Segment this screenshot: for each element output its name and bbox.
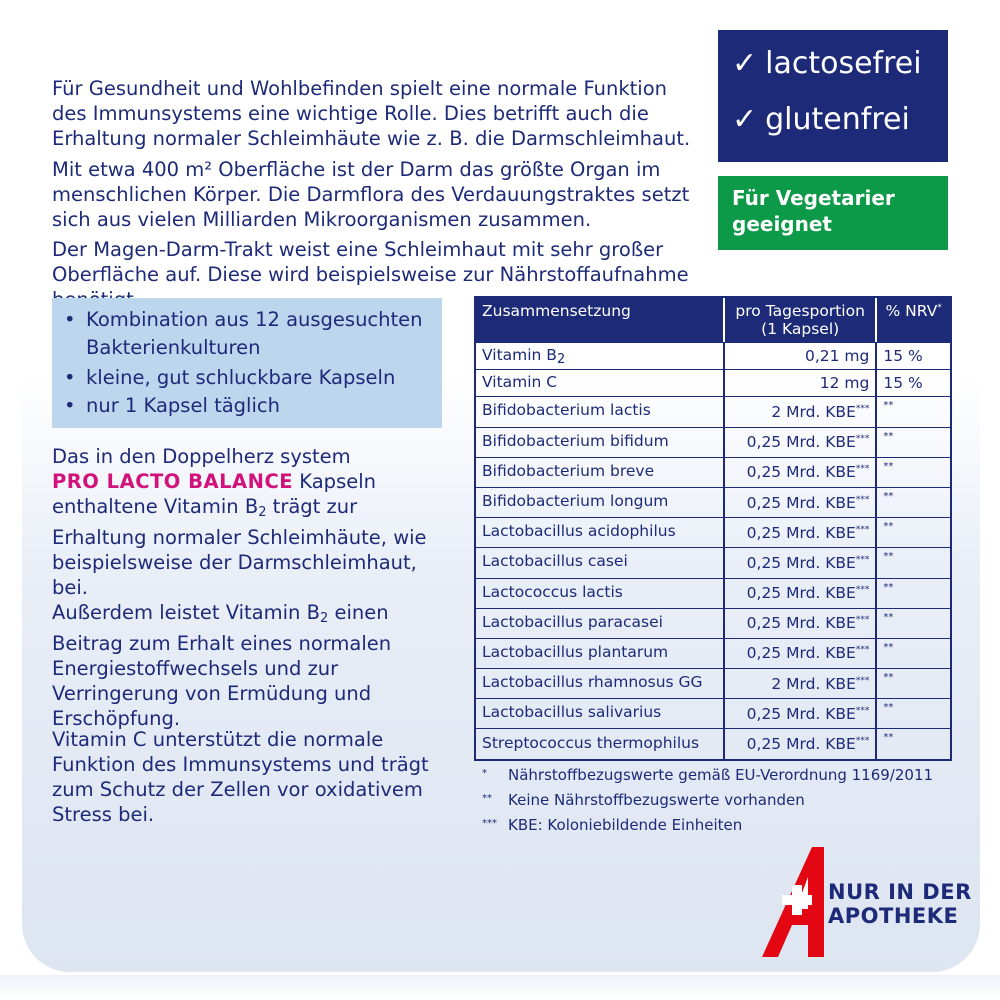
ingredient-nrv: **	[875, 547, 950, 577]
feature-bullet-box	[52, 298, 442, 428]
ingredient-amount: 0,25 Mrd. KBE***	[723, 547, 875, 577]
table-row	[476, 396, 950, 426]
ingredient-amount: 0,25 Mrd. KBE***	[723, 427, 875, 457]
apotheke-line-2: APOTHEKE	[828, 904, 959, 928]
ingredient-name: Lactobacillus paracasei	[476, 608, 723, 638]
footnote-no-nrv: ** Keine Nährstoffbezugswerte vorhanden	[482, 791, 805, 809]
bullet-dot-icon: •	[64, 394, 76, 417]
gluten-free-text: glutenfrei	[765, 102, 910, 137]
ingredient-name: Streptococcus thermophilus	[476, 728, 723, 758]
ingredient-nrv: **	[875, 396, 950, 426]
table-row	[476, 517, 950, 547]
brand-name: PRO LACTO BALANCE	[52, 470, 294, 493]
table-row	[476, 342, 950, 369]
ingredient-nrv: **	[875, 578, 950, 608]
ingredient-amount: 0,25 Mrd. KBE***	[723, 578, 875, 608]
composition-table	[474, 296, 952, 761]
ingredient-nrv: 15 %	[875, 342, 950, 369]
ingredient-amount: 0,25 Mrd. KBE***	[723, 457, 875, 487]
bullet-dot-icon: •	[64, 308, 76, 331]
bullet-text: kleine, gut schluckbare Kapseln	[86, 366, 396, 389]
ingredient-name: Lactobacillus acidophilus	[476, 517, 723, 547]
ingredient-nrv: **	[875, 608, 950, 638]
ingredient-name: Vitamin $B_2$	[476, 342, 723, 369]
header-composition: Zusammensetzung	[476, 298, 723, 342]
ingredient-amount: 0,25 Mrd. KBE***	[723, 608, 875, 638]
table-row	[476, 668, 950, 698]
ingredient-nrv: **	[875, 638, 950, 668]
ingredient-name: Vitamin C	[476, 369, 723, 396]
footnote-kbe: *** KBE: Koloniebildende Einheiten	[482, 816, 743, 834]
ingredient-name: Lactococcus lactis	[476, 578, 723, 608]
bullet-item	[64, 392, 280, 420]
ingredient-name: Bifidobacterium longum	[476, 487, 723, 517]
ingredient-amount: 0,25 Mrd. KBE***	[723, 728, 875, 758]
ingredient-nrv: **	[875, 668, 950, 698]
intro-paragraph-2: Mit etwa 400 m² Oberfläche ist der Darm das größte Organ im menschlichen Körper. Die Darmflora des Verdauungstraktes setzt sich aus vielen Milliarden Mikroorganismen zusammen.	[52, 158, 690, 231]
table-row	[476, 457, 950, 487]
gluten-free-label	[732, 100, 910, 140]
vegetarian-line-2: geeignet	[732, 212, 832, 236]
table-row	[476, 487, 950, 517]
ingredient-amount: 2 Mrd. KBE***	[723, 668, 875, 698]
vitamin-c-paragraph: Vitamin C unterstützt die normale Funktion des Immunsystems und trägt zum Schutz der Zellen vor oxidativem Stress bei.	[52, 728, 429, 826]
bottom-strip	[0, 975, 1000, 1000]
table-row	[476, 728, 950, 758]
header-daily-portion: pro Tagesportion (1 Kapsel)	[723, 298, 875, 342]
lactose-free-text: lactosefrei	[765, 46, 922, 81]
vegetarian-badge	[718, 176, 948, 250]
apotheke-line-1: NUR IN DER	[828, 880, 972, 904]
table-header-row	[476, 298, 950, 342]
bullet-item-continuation	[64, 334, 260, 362]
bullet-item	[64, 364, 395, 392]
ingredient-name: Bifidobacterium bifidum	[476, 427, 723, 457]
table-row	[476, 638, 950, 668]
ingredient-name: Bifidobacterium lactis	[476, 396, 723, 426]
table-row	[476, 369, 950, 396]
ingredient-nrv: **	[875, 487, 950, 517]
vitamin-b2-energy-paragraph: Außerdem leistet Vitamin $B_2$ einen Beitrag zum Erhalt eines normalen Energiestoffwechsels und zur Verringerung von Ermüdung und Erschöpfung.	[52, 601, 392, 730]
ingredient-nrv: **	[875, 427, 950, 457]
ingredient-amount: 12 mg	[723, 369, 875, 396]
bullet-dot-icon: •	[64, 366, 76, 389]
checkmark-icon: ✓	[732, 46, 758, 81]
ingredient-nrv: **	[875, 457, 950, 487]
ingredient-nrv: **	[875, 728, 950, 758]
ingredient-name: Lactobacillus salivarius	[476, 698, 723, 728]
vegetarian-line-1: Für Vegetarier	[732, 186, 895, 210]
ingredient-nrv: 15 %	[875, 369, 950, 396]
bullet-item	[64, 306, 423, 334]
lactose-free-label	[732, 44, 922, 84]
ingredient-amount: 0,21 mg	[723, 342, 875, 369]
table-row	[476, 698, 950, 728]
ingredient-amount: 2 Mrd. KBE***	[723, 396, 875, 426]
free-from-badge	[718, 30, 948, 162]
bullet-text: nur 1 Kapsel täglich	[86, 394, 280, 417]
ingredient-amount: 0,25 Mrd. KBE***	[723, 638, 875, 668]
bullet-text: Bakterienkulturen	[86, 336, 261, 359]
ingredient-nrv: **	[875, 517, 950, 547]
vitamin-b2-mucosa-paragraph: Das in den Doppelherz system PRO LACTO BALANCE Kapseln enthaltene Vitamin $B_2$ trägt zur Erhaltung normaler Schleimhäute, wie beispielsweise der Darmschleimhaut, bei.	[52, 445, 427, 599]
checkmark-icon: ✓	[732, 102, 758, 137]
intro-paragraph-3: Der Magen-Darm-Trakt weist eine Schleimhaut mit sehr großer Oberfläche auf. Diese wird beispielsweise zur Nährstoffaufnahme	[52, 238, 689, 286]
ingredient-name: Lactobacillus plantarum	[476, 638, 723, 668]
ingredient-amount: 0,25 Mrd. KBE***	[723, 698, 875, 728]
ingredient-amount: 0,25 Mrd. KBE***	[723, 517, 875, 547]
intro-paragraph-1: Für Gesundheit und Wohlbefinden spielt eine normale Funktion des Immunsystems eine wichtige Rolle. Dies betrifft auch die Erhaltung normaler Schleimhäute wie z. B. die Darmschleimhaut.	[52, 77, 691, 150]
header-nrv: % NRV*	[875, 298, 950, 342]
table-row	[476, 427, 950, 457]
ingredient-nrv: **	[875, 698, 950, 728]
table-row	[476, 547, 950, 577]
ingredient-name: Lactobacillus rhamnosus GG	[476, 668, 723, 698]
ingredient-amount: 0,25 Mrd. KBE***	[723, 487, 875, 517]
table-row	[476, 608, 950, 638]
ingredient-name: Lactobacillus casei	[476, 547, 723, 577]
bullet-text: Kombination aus 12 ausgesuchten	[86, 308, 423, 331]
table-row	[476, 578, 950, 608]
apotheke-a-logo-icon	[762, 847, 832, 957]
ingredient-name: Bifidobacterium breve	[476, 457, 723, 487]
footnote-nrv: * Nährstoffbezugswerte gemäß EU-Verordnung 1169/2011	[482, 766, 934, 784]
